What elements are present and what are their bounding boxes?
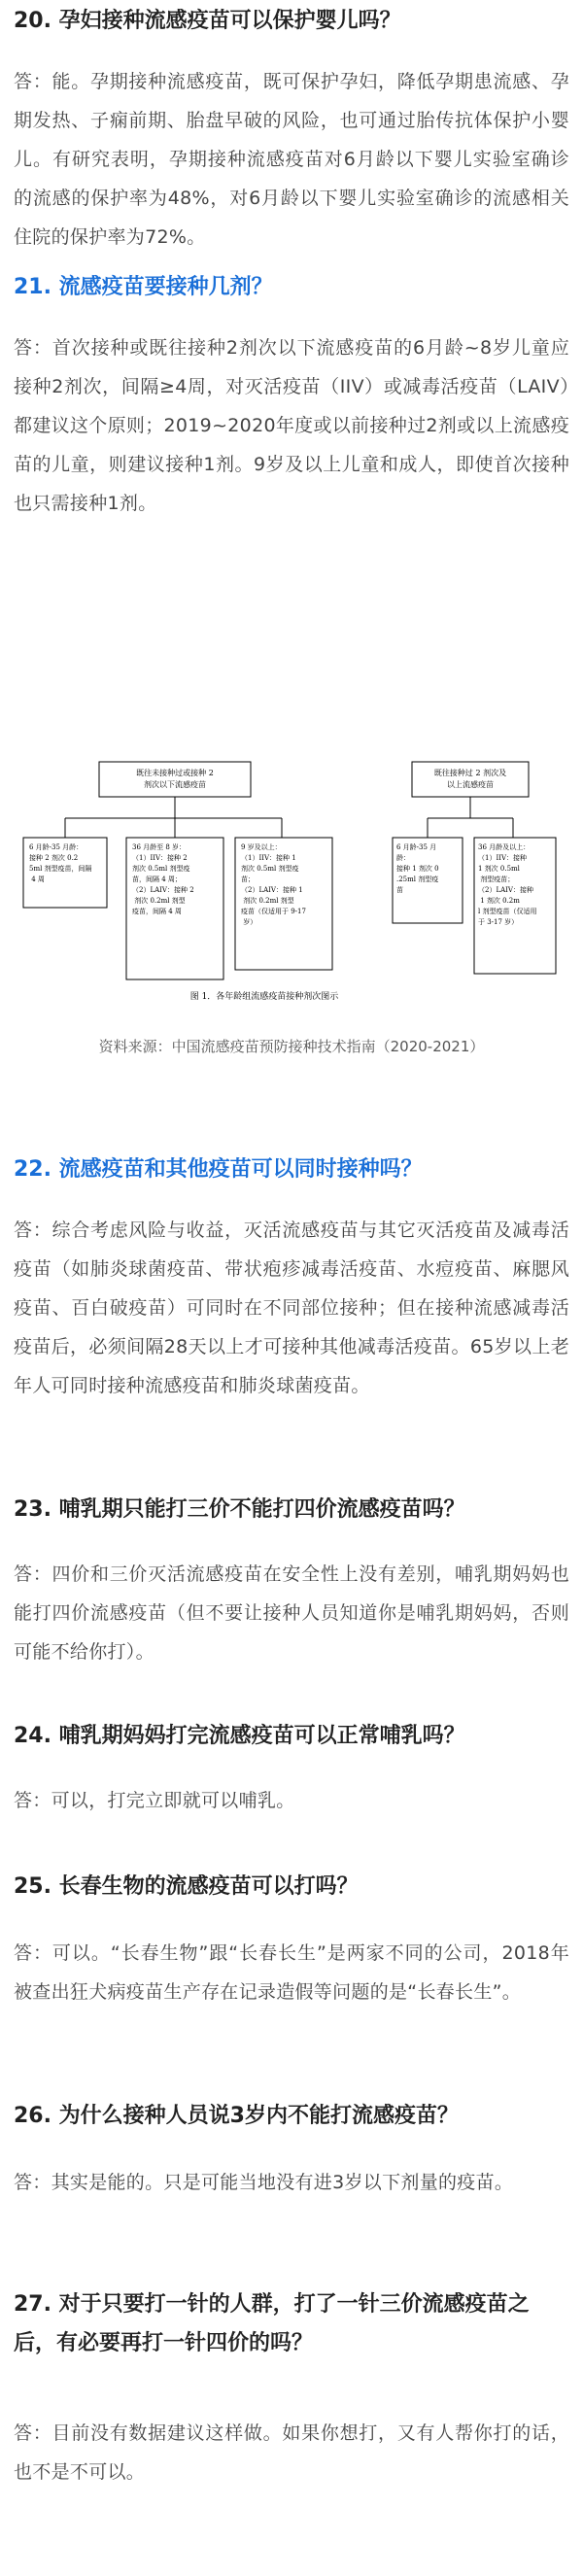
answer-25: 答：可以。“长春生物”跟“长春长生”是两家不同的公司，2018年被查出狂犬病疫苗生产存在记录造假等问题的是“长春长生”。 (14, 1942, 569, 2003)
question-22-title: 流感疫苗和其他疫苗可以同时接种吗？ (58, 1157, 423, 1182)
flow-text-b1: 6 月龄-35 月龄：接种 2 剂次 0.2 5ml 剂型疫苗，间隔 4 周 (29, 843, 92, 883)
question-26-heading: 26. 为什么接种人员说3岁内不能打流感疫苗？ (14, 2104, 459, 2128)
question-22-heading (14, 1151, 569, 1189)
question-21-number: 21. (14, 275, 59, 299)
answer-23: 答：四价和三价灭活流感疫苗在安全性上没有差别，哺乳期妈妈也能打四价流感疫苗（但不要让接种人员知道你是哺乳期妈妈，否则可能不给你打）。 (14, 1563, 569, 1663)
figure-title: 图 1．各年龄组流感疫苗接种剂次图示 (189, 992, 339, 1002)
answer-24: 答：可以，打完立即就可以哺乳。 (14, 1790, 295, 1811)
flow-text-b5: 36 月龄及以上：（1）IIV：接种 1 剂次 0.5ml 剂型疫苗；（2）LAIV：接种 1 剂次 0.2m l 剂型疫苗（仅适用于 3-17 岁） (478, 843, 537, 926)
answer-21: 答：首次接种或既往接种2剂次以下流感疫苗的6月龄~8岁儿童应接种2剂次，间隔≥4周，对灭活疫苗（IIV）或减毒活疫苗（LAIV）都建议这个原则；2019~2020年度或以前接种过2剂或以上流感疫苗的儿童，则建议接种1剂。9岁及以上儿童和成人，即使首次接种也只需接种1剂。 (14, 337, 569, 514)
question-20-heading: 20. 孕妇接种流感疫苗可以保护婴儿吗？ (14, 9, 401, 33)
dose-schedule-figure (21, 748, 562, 1013)
flow-text-b2: 36 月龄至 8 岁：（1）IIV：接种 2 剂次 0.5ml 剂型疫苗，间隔 4 周；（2）LAIV：接种 2 剂次 0.2ml 剂型疫苗，间隔 4 周 (132, 843, 194, 915)
answer-22: 答：综合考虑风险与收益，灭活流感疫苗与其它灭活疫苗及减毒活疫苗（如肺炎球菌疫苗、带状疱疹减毒活疫苗、水痘疫苗、麻腮风疫苗、百白破疫苗）可同时在不同部位接种；但在接种流感减毒活疫苗后，必须间隔28天以上才可接种其他减毒活疫苗。65岁以上老年人可同时接种流感疫苗和肺炎球菌疫苗。 (14, 1219, 569, 1396)
question-22-number: 22. (14, 1157, 59, 1182)
question-24-heading: 24. 哺乳期妈妈打完流感疫苗可以正常哺乳吗？ (14, 1724, 465, 1748)
question-21-heading (14, 268, 569, 307)
flow-text-b4: 6 月龄-35 月龄：接种 1 剂次 0 .25ml 剂型疫苗 (396, 843, 439, 894)
answer-27: 答：目前没有数据建议这样做。如果你想打，又有人帮你打的话，也不是不可以。 (14, 2422, 569, 2483)
answer-20: 答：能。孕期接种流感疫苗，既可保护孕妇，降低孕期患流感、孕期发热、子痫前期、胎盘早破的风险，也可通过胎传抗体保护小婴儿。有研究表明，孕期接种流感疫苗对6月龄以下婴儿实验室确诊的流感的保护率为48%，对6月龄以下婴儿实验室确诊的流感相关住院的保护率为72%。 (14, 71, 569, 248)
flow-text-left-top: 既往未接种过或接种 2 剂次以下流感疫苗 (136, 769, 214, 789)
answer-26: 答：其实是能的。只是可能当地没有进3岁以下剂量的疫苗。 (14, 2172, 514, 2193)
figure-source-caption: 资料来源：中国流感疫苗预防接种技术指南（2020-2021） (98, 1038, 485, 1055)
flow-text-b3: 9 岁及以上：（1）IIV：接种 1 剂次 0.5ml 剂型疫苗；（2）LAIV：接种 1 剂次 0.2ml 剂型疫苗（仅适用于 9-17 岁） (241, 843, 306, 926)
flow-text-right-top: 既往接种过 2 剂次及以上流感疫苗 (433, 769, 507, 789)
question-23-heading: 23. 哺乳期只能打三价不能打四价流感疫苗吗？ (14, 1497, 465, 1522)
question-27-heading: 27. 对于只要打一针的人群，打了一针三价流感疫苗之后，有必要再打一针四价的吗？ (14, 2292, 530, 2355)
question-21-title: 流感疫苗要接种几剂？ (58, 275, 273, 299)
question-25-heading: 25. 长春生物的流感疫苗可以打吗？ (14, 1874, 359, 1899)
